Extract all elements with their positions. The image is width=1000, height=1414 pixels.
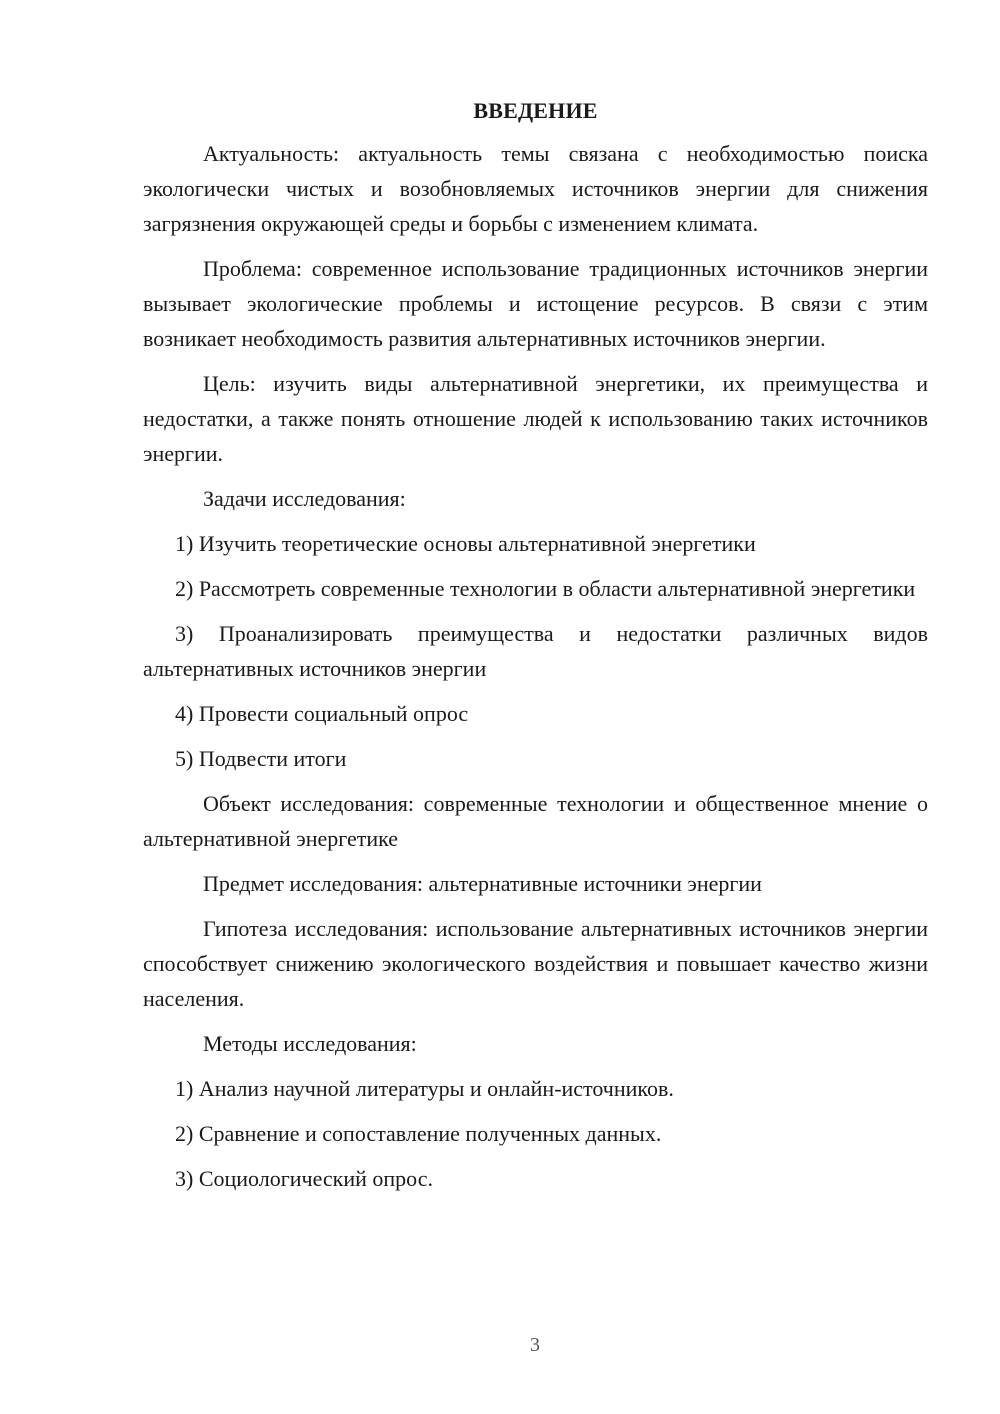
- goal-paragraph: Цель: изучить виды альтернативной энергетики, их преимущества и недостатки, а также понять отношение людей к использованию таких источников энергии.: [143, 371, 928, 466]
- method-item: 3) Социологический опрос.: [175, 1166, 433, 1191]
- page-number: 3: [530, 1334, 540, 1356]
- method-item: 2) Сравнение и сопоставление полученных данных.: [175, 1121, 662, 1146]
- task-item: 3) Проанализировать преимущества и недостатки различных видов альтернативных источников энергии: [143, 621, 928, 681]
- relevance-paragraph: Актуальность: актуальность темы связана с необходимостью поиска экологически чистых и возобновляемых источников энергии для снижения загрязнения окружающей среды и борьбы с изменением климата.: [143, 141, 928, 236]
- subject-paragraph: Предмет исследования: альтернативные источники энергии: [203, 871, 762, 896]
- document-title: ВВЕДЕНИЕ: [473, 98, 598, 123]
- task-item: 5) Подвести итоги: [175, 746, 347, 771]
- document-page: [143, 96, 928, 1206]
- methods-heading: Методы исследования:: [203, 1031, 417, 1056]
- object-paragraph: Объект исследования: современные технологии и общественное мнение о альтернативной энергетике: [143, 791, 928, 851]
- method-item: 1) Анализ научной литературы и онлайн-источников.: [175, 1076, 674, 1101]
- task-item: 4) Провести социальный опрос: [175, 701, 469, 726]
- problem-paragraph: Проблема: современное использование традиционных источников энергии вызывает экологические проблемы и истощение ресурсов. В связи с этим возникает необходимость развития альтернативных источников энергии.: [143, 256, 928, 351]
- task-item: 1) Изучить теоретические основы альтернативной энергетики: [175, 531, 756, 556]
- hypothesis-paragraph: Гипотеза исследования: использование альтернативных источников энергии способствует снижению экологического воздействия и повышает качество жизни населения.: [143, 916, 928, 1011]
- tasks-heading: Задачи исследования:: [203, 486, 406, 511]
- task-item: 2) Рассмотреть современные технологии в области альтернативной энергетики: [175, 576, 916, 601]
